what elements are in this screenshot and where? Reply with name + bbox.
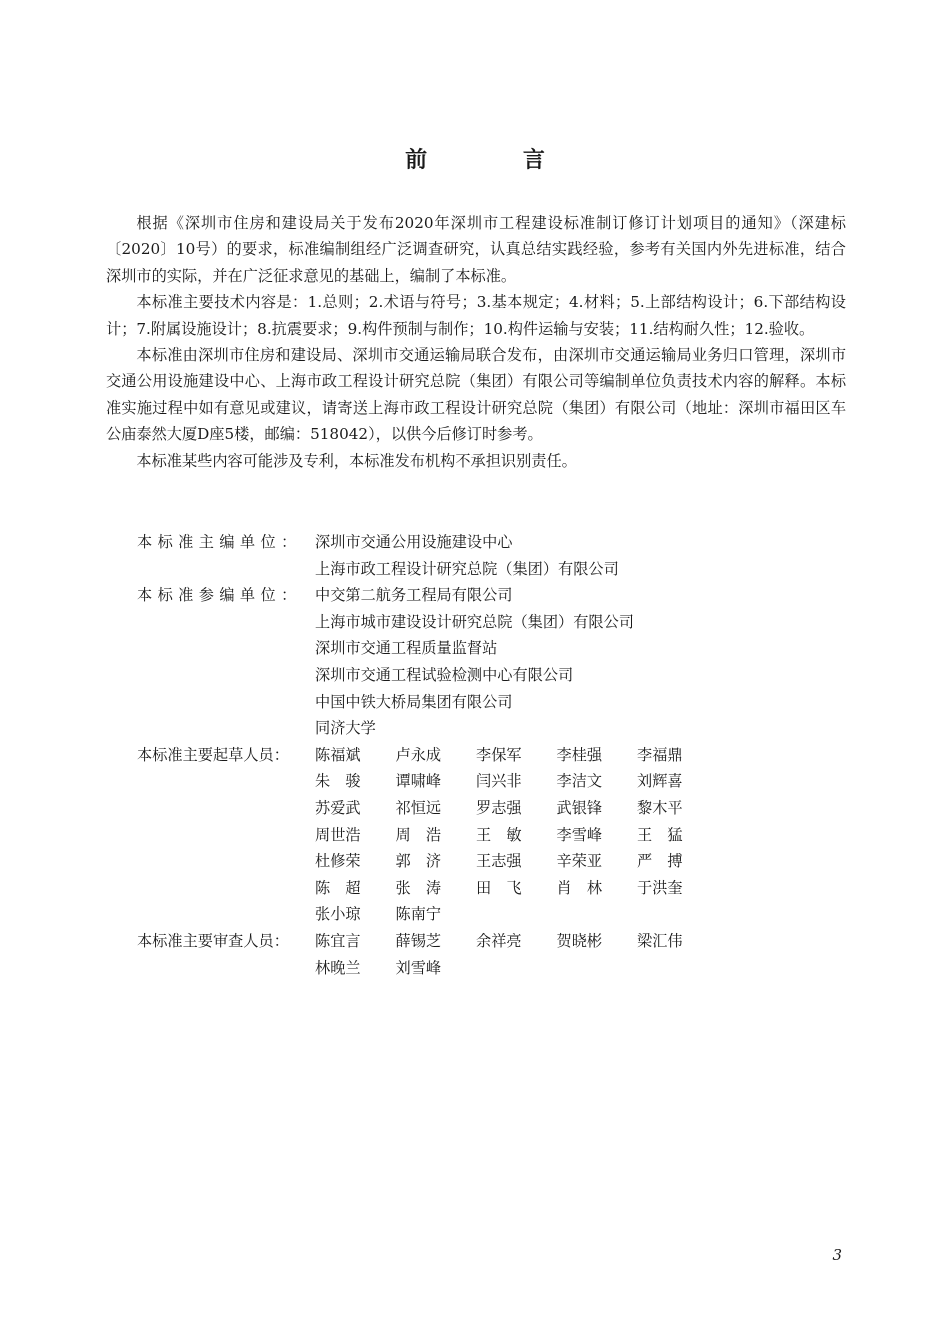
reviewers-label: 本标准主要审查人员： bbox=[137, 931, 289, 950]
org-name: 深圳市交通工程试验检测中心有限公司 bbox=[315, 665, 574, 684]
drafter-name: 陈福斌 bbox=[315, 745, 361, 764]
reviewers-row bbox=[137, 928, 857, 981]
drafter-name: 王 敏 bbox=[476, 825, 522, 844]
org-name: 深圳市交通工程质量监督站 bbox=[315, 639, 498, 658]
drafter-name: 张 涛 bbox=[395, 878, 442, 897]
org-name: 中交第二航务工程局有限公司 bbox=[315, 586, 513, 605]
drafter-name: 陈南宁 bbox=[395, 905, 442, 924]
org-name: 同济大学 bbox=[315, 719, 376, 738]
drafter-name: 李桂强 bbox=[556, 745, 603, 764]
chief-units-label: 本标准主编单位： bbox=[137, 533, 302, 551]
drafters-list bbox=[315, 742, 857, 928]
drafter-name: 黎木平 bbox=[637, 798, 683, 817]
paragraph-basis: 根据《深圳市住房和建设局关于发布2020年深圳市工程建设标准制订修订计划项目的通知》（深建标〔2020〕10号）的要求，标准编制组经广泛调查研究，认真总结实践经验，参考有关国内外先进标准，结合深圳市的实际，并在广泛征求意见的基础上，编制了本标准。 bbox=[106, 214, 846, 285]
org-name: 上海市政工程设计研究总院（集团）有限公司 bbox=[315, 559, 619, 578]
chief-units-list bbox=[315, 529, 857, 582]
paragraph-contents: 本标准主要技术内容是：1.总则；2.术语与符号；3.基本规定；4.材料；5.上部结构设计；6.下部结构设计；7.附属设施设计；8.抗震要求；9.构件预制与制作；10.构件运输与安装；11.结构耐久性；12.验收。 bbox=[106, 293, 846, 338]
reviewer-name: 薛锡芝 bbox=[395, 931, 442, 950]
reviewer-name: 梁汇伟 bbox=[637, 931, 683, 950]
drafter-name: 郭 济 bbox=[395, 852, 442, 871]
page-number: 3 bbox=[832, 1246, 842, 1264]
drafter-name: 卢永成 bbox=[395, 745, 442, 764]
drafter-name: 罗志强 bbox=[476, 798, 522, 817]
drafter-name: 张小琼 bbox=[315, 905, 361, 924]
participating-units-row bbox=[137, 582, 857, 742]
paragraph-administration: 本标准由深圳市住房和建设局、深圳市交通运输局联合发布，由深圳市交通运输局业务归口管理，深圳市交通公用设施建设中心、上海市政工程设计研究总院（集团）有限公司等编制单位负责技术内容的解释。本标准实施过程中如有意见或建议，请寄送上海市政工程设计研究总院（集团）有限公司（地址：深圳市福田区车公庙泰然大厦D座5楼，邮编：518042），以供今后修订时参考。 bbox=[106, 346, 846, 444]
drafter-name: 田 飞 bbox=[476, 878, 522, 897]
drafter-name: 李福鼎 bbox=[637, 745, 683, 764]
reviewer-name: 余祥亮 bbox=[476, 931, 522, 950]
drafter-name: 朱 骏 bbox=[315, 772, 361, 791]
participating-units-list bbox=[315, 582, 857, 742]
org-name: 中国中铁大桥局集团有限公司 bbox=[315, 692, 513, 711]
drafter-name: 祁恒远 bbox=[395, 798, 442, 817]
drafter-name: 陈 超 bbox=[315, 878, 361, 897]
drafter-name: 李洁文 bbox=[556, 772, 603, 791]
reviewer-name: 刘雪峰 bbox=[395, 958, 442, 977]
drafter-name: 杜修荣 bbox=[315, 852, 361, 871]
drafter-name: 武银锋 bbox=[556, 798, 603, 817]
drafter-name: 肖 林 bbox=[556, 878, 603, 897]
drafter-name: 王 猛 bbox=[637, 825, 683, 844]
drafters-label: 本标准主要起草人员： bbox=[137, 745, 289, 764]
org-name: 深圳市交通公用设施建设中心 bbox=[315, 533, 513, 551]
drafter-name: 周世浩 bbox=[315, 825, 361, 844]
drafter-name: 谭啸峰 bbox=[395, 772, 442, 791]
drafter-name: 闫兴非 bbox=[476, 772, 522, 791]
drafter-name: 周 浩 bbox=[395, 825, 442, 844]
participating-units-label: 本标准参编单位： bbox=[137, 586, 302, 605]
drafter-name: 王志强 bbox=[476, 852, 522, 871]
paragraph-patent: 本标准某些内容可能涉及专利，本标准发布机构不承担识别责任。 bbox=[136, 451, 577, 470]
reviewer-name: 林晚兰 bbox=[315, 958, 361, 977]
drafters-row bbox=[137, 742, 857, 928]
drafter-name: 李雪峰 bbox=[556, 825, 603, 844]
preface-body bbox=[106, 210, 846, 474]
drafter-name: 李保军 bbox=[476, 745, 522, 764]
drafter-name: 苏爱武 bbox=[315, 798, 361, 817]
chief-units-row bbox=[137, 529, 857, 582]
org-name: 上海市城市建设设计研究总院（集团）有限公司 bbox=[315, 612, 634, 631]
drafter-name: 刘辉喜 bbox=[637, 772, 683, 791]
page-title: 前 言 bbox=[405, 147, 589, 173]
reviewer-name: 贺晓彬 bbox=[556, 931, 603, 950]
reviewers-list bbox=[315, 928, 857, 981]
reviewer-name: 陈宜言 bbox=[315, 931, 361, 950]
drafter-name: 辛荣亚 bbox=[556, 852, 603, 871]
credits-section bbox=[137, 529, 857, 981]
drafter-name: 严 搏 bbox=[637, 852, 683, 871]
drafter-name: 于洪奎 bbox=[637, 878, 683, 897]
